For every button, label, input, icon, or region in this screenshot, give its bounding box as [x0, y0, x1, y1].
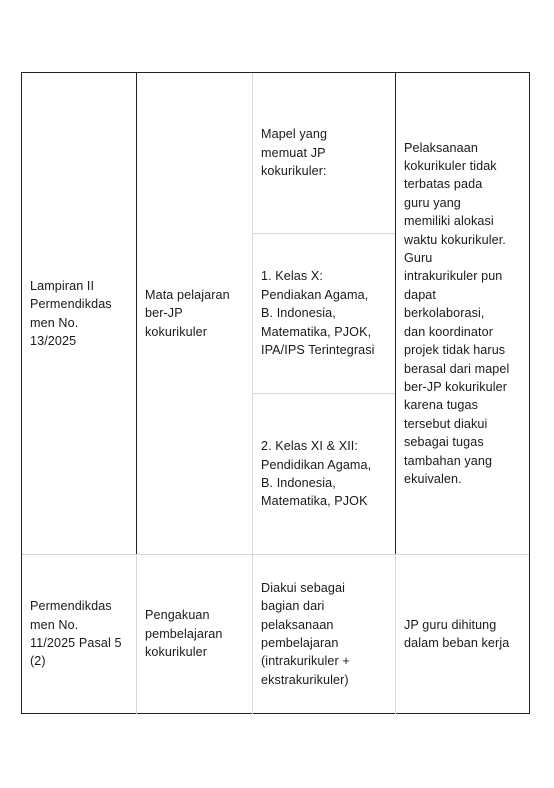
cell-text: Pengakuan pembelajaran kokurikuler — [145, 608, 223, 660]
table-cell-grade-xi-xii — [253, 394, 395, 554]
cell-text: Lampiran II Permendikdas men No. 13/2025 — [30, 278, 112, 348]
table-cell-subject-header — [253, 73, 395, 233]
cell-text: Pelaksanaan kokurikuler tidak terbatas pada guru yang memiliki alokasi waktu kokurikuler. Guru intrakurikuler pun dapat berkolaborasi, dan koordinator projek tidak harus berasal dari mapel ber-JP kokurikuler karena tugas tersebut diakui sebagai tugas tambahan yang ekuivalen. — [404, 140, 510, 486]
regulation-table — [21, 72, 530, 714]
table-cell-regulation — [22, 555, 136, 713]
cell-text: 2. Kelas XI & XII: Pendidikan Agama, B. Indonesia, Matematika, PJOK — [261, 439, 372, 509]
table-cell-aspect — [137, 555, 252, 713]
cell-text: Mata pelajaran ber-JP kokurikuler — [145, 287, 230, 339]
table-cell-explanation — [396, 73, 529, 554]
cell-text: 1. Kelas X: Pendiakan Agama, B. Indonesia, Matematika, PJOK, IPA/IPS Terintegrasi — [261, 269, 375, 358]
cell-text: Permendikdas men No. 11/2025 Pasal 5 (2) — [30, 599, 122, 669]
cell-text: JP guru dihitung dalam beban kerja — [404, 617, 510, 650]
cell-text: Mapel yang memuat JP kokurikuler: — [261, 127, 328, 179]
table-cell-regulation — [22, 73, 136, 554]
table-cell-grade-x — [253, 234, 395, 393]
table-cell-explanation — [396, 555, 529, 713]
cell-text: Diakui sebagai bagian dari pelaksanaan pembelajaran (intrakurikuler + ekstrakurikuler) — [261, 580, 350, 687]
table-cell-recognition — [253, 555, 395, 713]
table-cell-aspect — [137, 73, 252, 554]
